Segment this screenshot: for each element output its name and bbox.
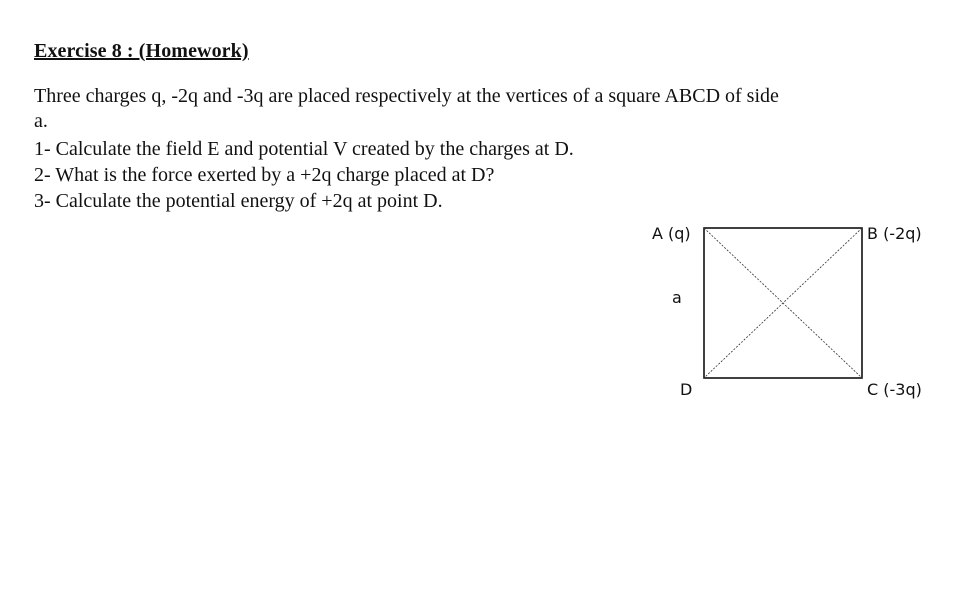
vertex-d-label: D — [680, 380, 693, 399]
intro-line-2: a. — [34, 110, 48, 132]
exercise-title: Exercise 8 : (Homework) — [34, 40, 249, 62]
side-length-label: a — [672, 288, 682, 307]
vertex-a-label: A (q) — [652, 224, 691, 243]
question-3: 3- Calculate the potential energy of +2q at point D. — [34, 190, 443, 212]
vertex-b-label: B (-2q) — [867, 224, 922, 243]
question-1: 1- Calculate the field E and potential V created by the charges at D. — [34, 138, 574, 160]
question-2: 2- What is the force exerted by a +2q charge placed at D? — [34, 164, 495, 186]
vertex-c-label: C (-3q) — [867, 380, 922, 399]
intro-line-1: Three charges q, -2q and -3q are placed respectively at the vertices of a square ABCD of side — [34, 85, 779, 107]
